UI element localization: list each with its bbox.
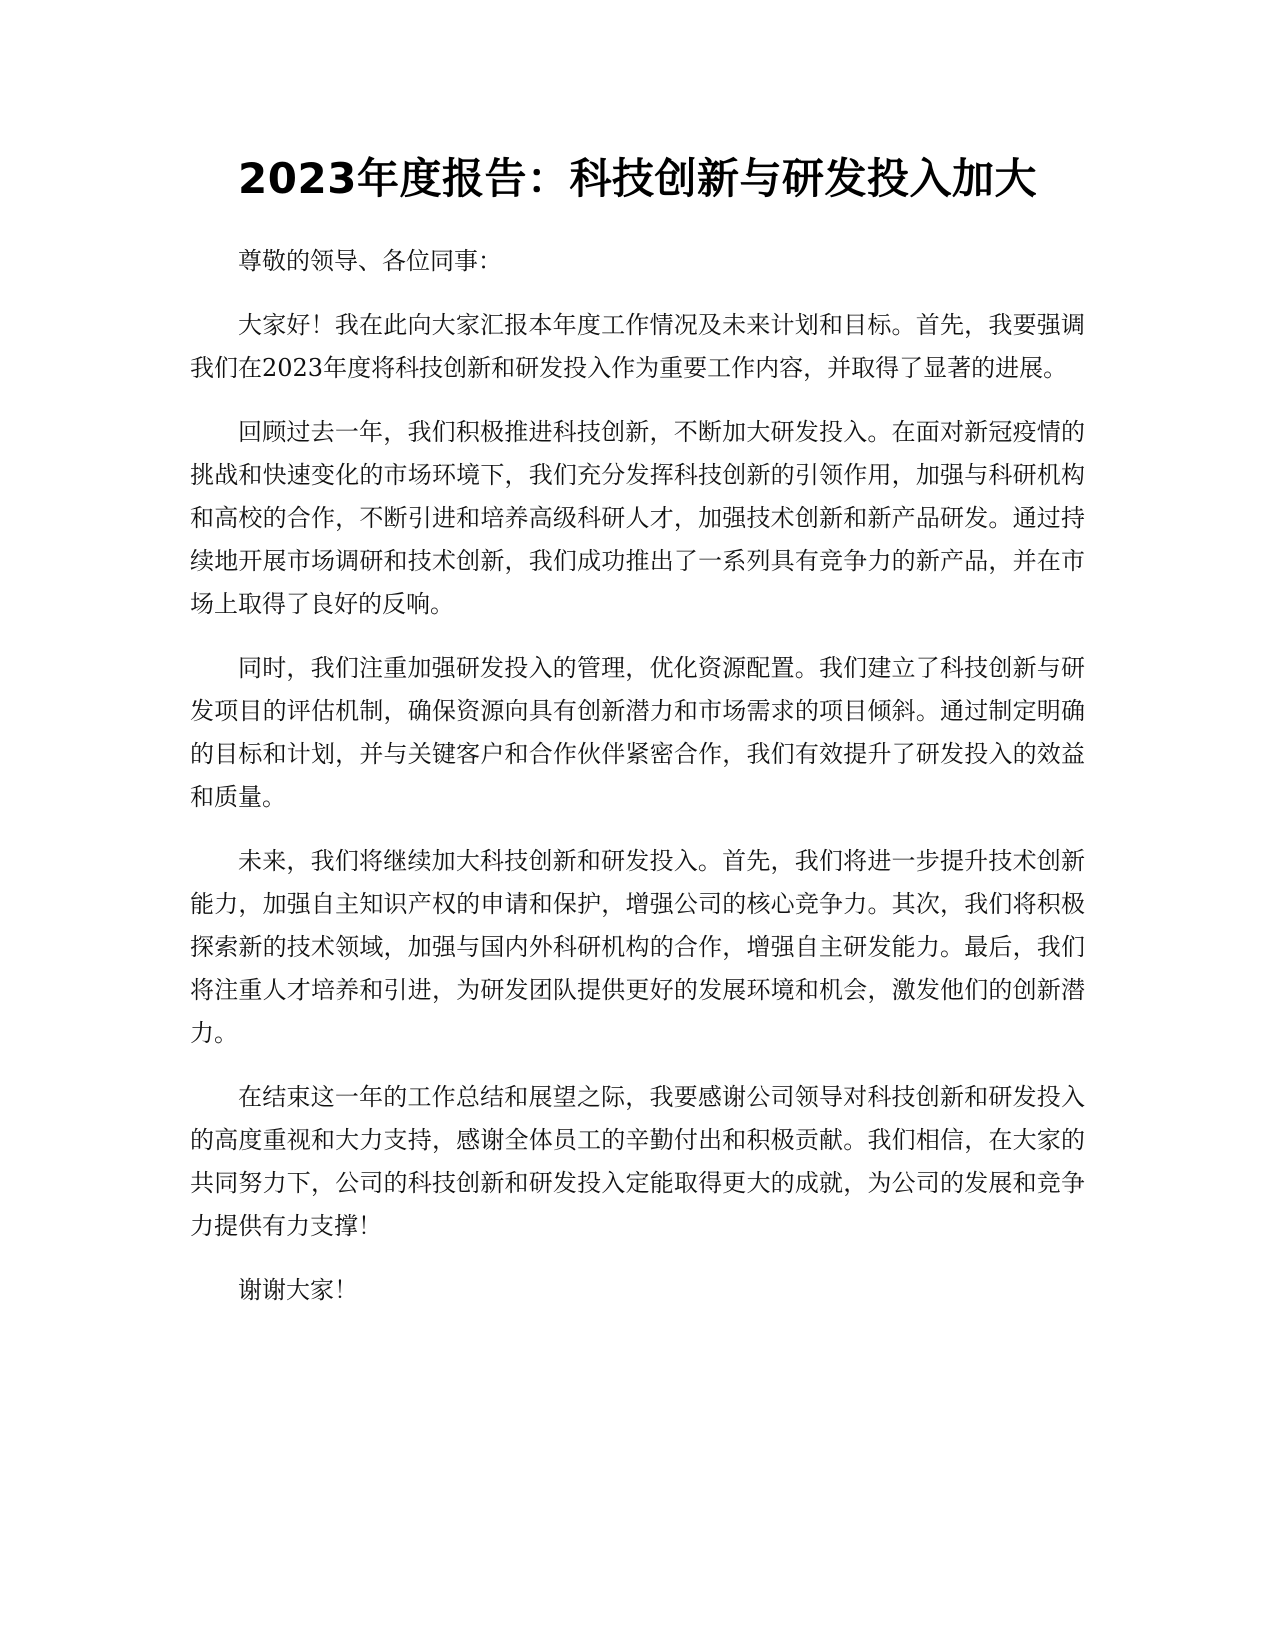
intro-paragraph: 大家好！我在此向大家汇报本年度工作情况及未来计划和目标。首先，我要强调我们在2023年度将科技创新和研发投入作为重要工作内容，并取得了显著的进展。 bbox=[190, 311, 1085, 382]
closing-paragraph: 谢谢大家！ bbox=[238, 1276, 358, 1304]
salutation-paragraph: 尊敬的领导、各位同事： bbox=[238, 247, 502, 275]
document-title: 2023年度报告：科技创新与研发投入加大 bbox=[238, 154, 1037, 203]
future-plan-paragraph: 未来，我们将继续加大科技创新和研发投入。首先，我们将进一步提升技术创新能力，加强自主知识产权的申请和保护，增强公司的核心竞争力。其次，我们将积极探索新的技术领域，加强与国内外科研机构的合作，增强自主研发能力。最后，我们将注重人才培养和引进，为研发团队提供更好的发展环境和机会，激发他们的创新潜力。 bbox=[190, 847, 1085, 1047]
thanks-paragraph: 在结束这一年的工作总结和展望之际，我要感谢公司领导对科技创新和研发投入的高度重视和大力支持，感谢全体员工的辛勤付出和积极贡献。我们相信，在大家的共同努力下，公司的科技创新和研发投入定能取得更大的成就，为公司的发展和竞争力提供有力支撑！ bbox=[190, 1083, 1085, 1240]
review-paragraph: 回顾过去一年，我们积极推进科技创新，不断加大研发投入。在面对新冠疫情的挑战和快速变化的市场环境下，我们充分发挥科技创新的引领作用，加强与科研机构和高校的合作，不断引进和培养高级科研人才，加强技术创新和新产品研发。通过持续地开展市场调研和技术创新，我们成功推出了一系列具有竞争力的新产品，并在市场上取得了良好的反响。 bbox=[190, 418, 1085, 618]
management-paragraph: 同时，我们注重加强研发投入的管理，优化资源配置。我们建立了科技创新与研发项目的评估机制，确保资源向具有创新潜力和市场需求的项目倾斜。通过制定明确的目标和计划，并与关键客户和合作伙伴紧密合作，我们有效提升了研发投入的效益和质量。 bbox=[190, 654, 1085, 811]
